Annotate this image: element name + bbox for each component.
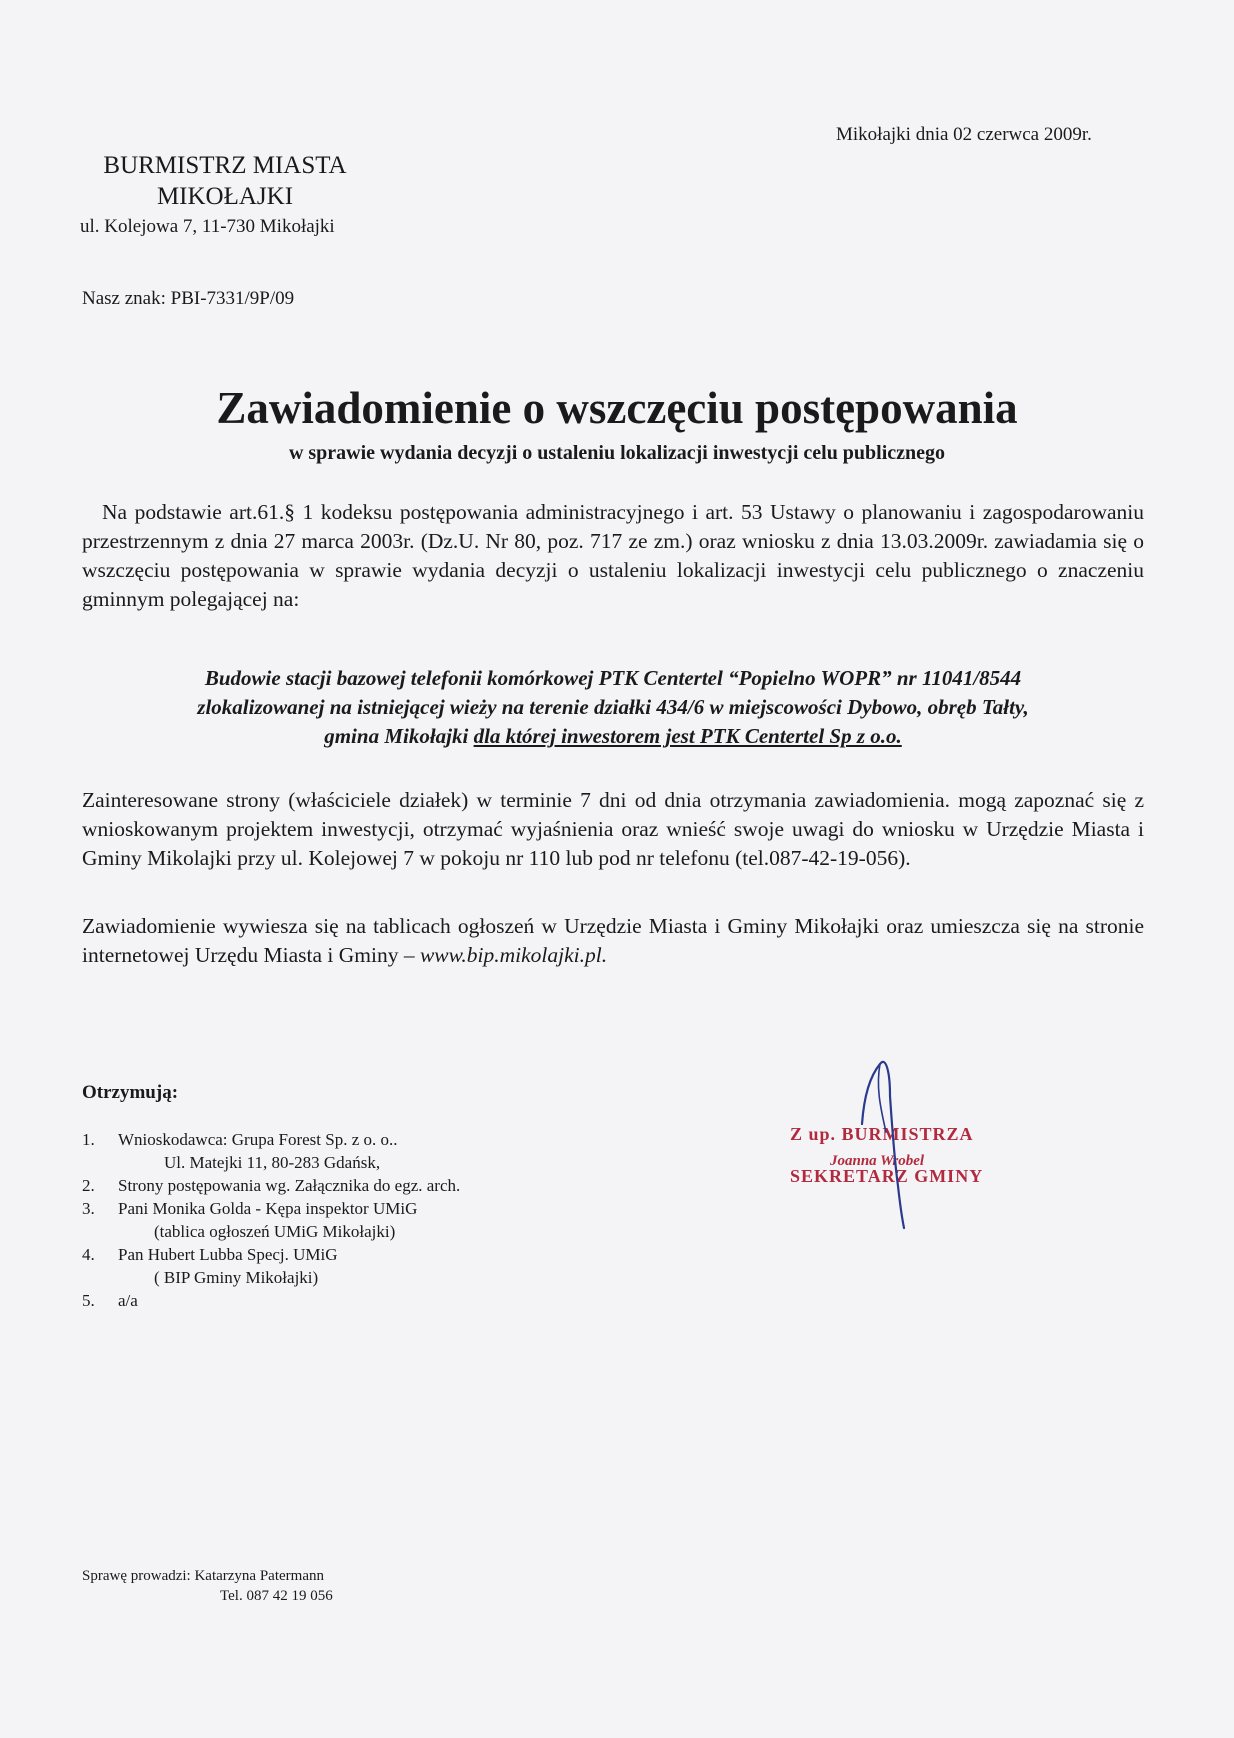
subject-line-3 (82, 722, 1144, 751)
list-item (82, 1128, 602, 1151)
handwritten-signature (840, 1036, 940, 1236)
issuer-city: MIKOŁAJKI (156, 183, 294, 210)
subject-line-1: Budowie stacji bazowej telefonii komórkowej PTK Centertel “Popielno WOPR” nr 11041/8544 (204, 666, 1022, 690)
list-item-number: 1. (82, 1130, 95, 1149)
list-item (82, 1197, 602, 1220)
list-item-number: 2. (82, 1176, 95, 1195)
footer-contact (82, 1566, 333, 1606)
stamp-line-2: Joanna Wrobel (830, 1153, 925, 1169)
list-item-number: 5. (82, 1291, 95, 1310)
paragraph-publication (82, 912, 1144, 970)
document-date: Mikołajki dnia 02 czerwca 2009r. (836, 124, 1092, 145)
stamp-line-1: Z up. BURMISTRZA (790, 1124, 974, 1144)
stamp-line-3: SEKRETARZ GMINY (790, 1166, 984, 1186)
issuer-block (80, 150, 380, 240)
subject-line-3-plain: gmina Mikołajki (324, 724, 474, 748)
subject-line-2: zlokalizowanej na istniejącej wieży na terenie działki 434/6 w miejscowości Dybowo, obręb Tałty, (197, 695, 1029, 719)
issuer-address: ul. Kolejowa 7, 11-730 Mikołajki (80, 216, 335, 237)
list-item-subtext: ( BIP Gminy Mikołajki) (154, 1268, 319, 1287)
reference-number: Nasz znak: PBI-7331/9P/09 (82, 288, 295, 309)
list-item-text: Wnioskodawca: Grupa Forest Sp. z o. o.. (118, 1130, 398, 1149)
website-link: www.bip.mikolajki.pl. (419, 943, 608, 967)
list-item-text: Pan Hubert Lubba Specj. UMiG (118, 1245, 338, 1264)
document-subtitle: w sprawie wydania decyzji o ustaleniu lokalizacji inwestycji celu publicznego (288, 442, 946, 464)
contact-phone: Tel. 087 42 19 056 (220, 1588, 333, 1604)
publication-text: Zawiadomienie wywiesza się na tablicach ogłoszeń w Urzędzie Miasta i Gminy Mikołajki oraz umieszcza się na stronie internetowej Urzędu Miasta i Gminy – (82, 914, 1144, 967)
list-item-text: Pani Monika Golda - Kępa inspektor UMiG (118, 1199, 418, 1218)
subject-line-3-underlined: dla której inwestorem jest PTK Centertel Sp z o.o. (473, 724, 902, 748)
list-item-subtext: Ul. Matejki 11, 80-283 Gdańsk, (164, 1153, 381, 1172)
paragraph-interested-parties: Zainteresowane strony (właściciele działek) w terminie 7 dni od dnia otrzymania zawiadomienia. mogą zapoznać się z wnioskowanym projektem inwestycji, otrzymać wyjaśnienia oraz wnieść swoje uwagi do wniosku w Urzędzie Miasta i Gminy Mikolajki przy ul. Kolejowej 7 w pokoju nr 110 lub pod nr telefonu (tel.087-42-19-056). (82, 788, 1144, 870)
investment-subject (82, 664, 1144, 751)
list-item (82, 1174, 602, 1197)
list-item (82, 1289, 602, 1312)
list-item-number: 4. (82, 1245, 95, 1264)
list-item-text: a/a (118, 1291, 138, 1310)
list-item (82, 1243, 602, 1266)
handled-by: Sprawę prowadzi: Katarzyna Patermann (82, 1568, 324, 1584)
recipients-list (82, 1128, 602, 1312)
list-item-number: 3. (82, 1199, 95, 1218)
paragraph-legal-basis: Na podstawie art.61.§ 1 kodeksu postępowania administracyjnego i art. 53 Ustawy o planowaniu i zagospodarowaniu przestrzennym z dnia 27 marca 2003r. (Dz.U. Nr 80, poz. 717 ze zm.) oraz wniosku z dnia 13.03.2009r. zawiadamia się o wszczęciu postępowania w sprawie wydania decyzji o ustaleniu lokalizacji inwestycji celu publicznego o znaczeniu gminnym polegającej na: (82, 500, 1144, 611)
list-item-subtext: (tablica ogłoszeń UMiG Mikołajki) (154, 1222, 396, 1241)
document-title: Zawiadomienie o wszczęciu postępowania (216, 383, 1018, 433)
issuer-title: BURMISTRZ MIASTA (103, 152, 347, 179)
recipients-heading: Otrzymują: (82, 1082, 179, 1103)
list-item-text: Strony postępowania wg. Załącznika do egz. arch. (118, 1176, 461, 1195)
